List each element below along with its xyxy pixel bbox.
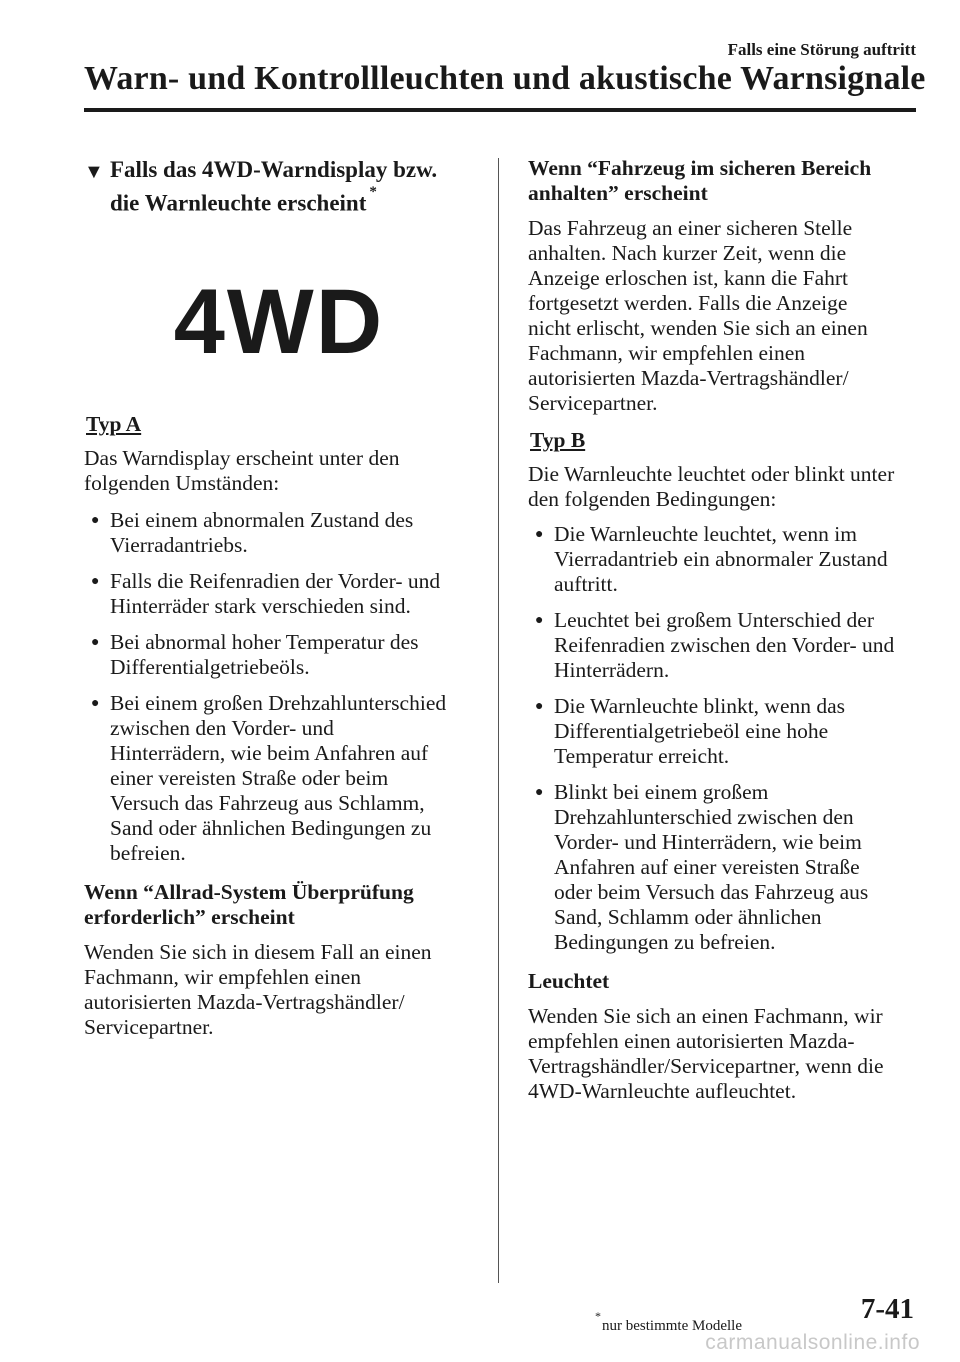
list-item: ● Die Warnleuchte blinkt, wenn das Differentialgetriebeöl eine hohe Temperatur erreicht. bbox=[535, 694, 846, 768]
list-item: ● Falls die Reifenradien der Vorder- und Hinterräder stark verschieden sind. bbox=[91, 568, 441, 618]
right-column bbox=[528, 156, 920, 1104]
list-item: ● Leuchtet bei großem Unterschied der Reifenradien zwischen den Vorder- und Hinterrädern. bbox=[535, 608, 895, 682]
typ-a-bullet-list bbox=[84, 508, 474, 866]
sicherer-bereich-subheading: Wenn “Fahrzeug im sicheren Bereich anhalten” erscheint bbox=[528, 156, 872, 205]
asterisk-mark: * bbox=[595, 1309, 601, 1323]
header-kicker: Falls eine Störung auftritt bbox=[727, 40, 916, 59]
leuchtet-heading: Leuchtet bbox=[528, 969, 610, 993]
typ-b-bullet-list bbox=[528, 522, 920, 955]
triangle-marker-icon: ▼ bbox=[84, 161, 104, 183]
list-item: ● Bei einem großen Drehzahlunterschied zwischen den Vorder- und Hinterrädern, wie beim Anfahren auf einer vereisten Straße oder beim Versuch das Fahrzeug aus Schlamm, Sand oder ähnlichen Bedingungen zu befreien. bbox=[91, 690, 447, 865]
asterisk-mark: * bbox=[369, 184, 377, 200]
typ-b-label: Typ B bbox=[530, 428, 586, 452]
allrad-subheading: Wenn “Allrad-System Überprüfung erforderlich” erscheint bbox=[84, 879, 414, 929]
typ-a-intro: Das Warndisplay erscheint unter den folgenden Umständen: bbox=[84, 445, 400, 495]
section-heading-line-2: die Warnleuchte erscheint * bbox=[110, 184, 377, 216]
list-item: ● Bei abnormal hoher Temperatur des Differentialgetriebeöls. bbox=[91, 629, 419, 679]
watermark: carmanualsonline.info bbox=[705, 1331, 920, 1354]
sicherer-bereich-paragraph: Das Fahrzeug an einer sicheren Stelle anhalten. Nach kurzer Zeit, wenn die Anzeige erloschen ist, kann die Fahrt fortgesetzt werden. Falls die Anzeige nicht erlischt, wenden Sie sich an einen Fachmann, wir empfehlen einen autorisierten Mazda-Vertragshändler/ Servicepartner. bbox=[528, 216, 868, 415]
column-divider bbox=[498, 158, 499, 1283]
list-item: ● Die Warnleuchte leuchtet, wenn im Vierradantrieb ein abnormaler Zustand auftritt. bbox=[535, 522, 888, 596]
list-item: ● Blinkt bei einem großem Drehzahlunterschied zwischen den Vorder- und Hinterrädern, wie beim Anfahren auf einer vereisten Straße oder beim Versuch das Fahrzeug aus Sand, Schlamm oder ähnlichen Bedingungen zu befreien. bbox=[535, 780, 869, 954]
page-number: 7-41 bbox=[860, 1293, 914, 1325]
page-title: Warn- und Kontrollleuchten und akustische Warnsignale bbox=[84, 60, 926, 97]
section-heading-line-1: Falls das 4WD-Warndisplay bzw. bbox=[110, 157, 438, 182]
leuchtet-paragraph: Wenden Sie sich an einen Fachmann, wir empfehlen einen autorisierten Mazda- Vertragshändler/Servicepartner, wenn die 4WD-Warnleuchte aufleuchtet. bbox=[528, 1004, 884, 1103]
4wd-warning-icon: 4WD bbox=[173, 270, 385, 373]
footnote: *nur bestimmte Modelle bbox=[595, 1309, 742, 1334]
header-rule bbox=[84, 108, 916, 112]
typ-b-intro: Die Warnleuchte leuchtet oder blinkt unter den folgenden Bedingungen: bbox=[528, 462, 895, 511]
allrad-paragraph: Wenden Sie sich in diesem Fall an einen Fachmann, wir empfehlen einen autorisierten Mazda-Vertragshändler/ Servicepartner. bbox=[84, 939, 432, 1039]
left-column bbox=[84, 156, 474, 1040]
list-item: ● Bei einem abnormalen Zustand des Vierradantriebs. bbox=[91, 507, 414, 557]
typ-a-label: Typ A bbox=[86, 411, 142, 436]
section-heading bbox=[84, 156, 474, 218]
